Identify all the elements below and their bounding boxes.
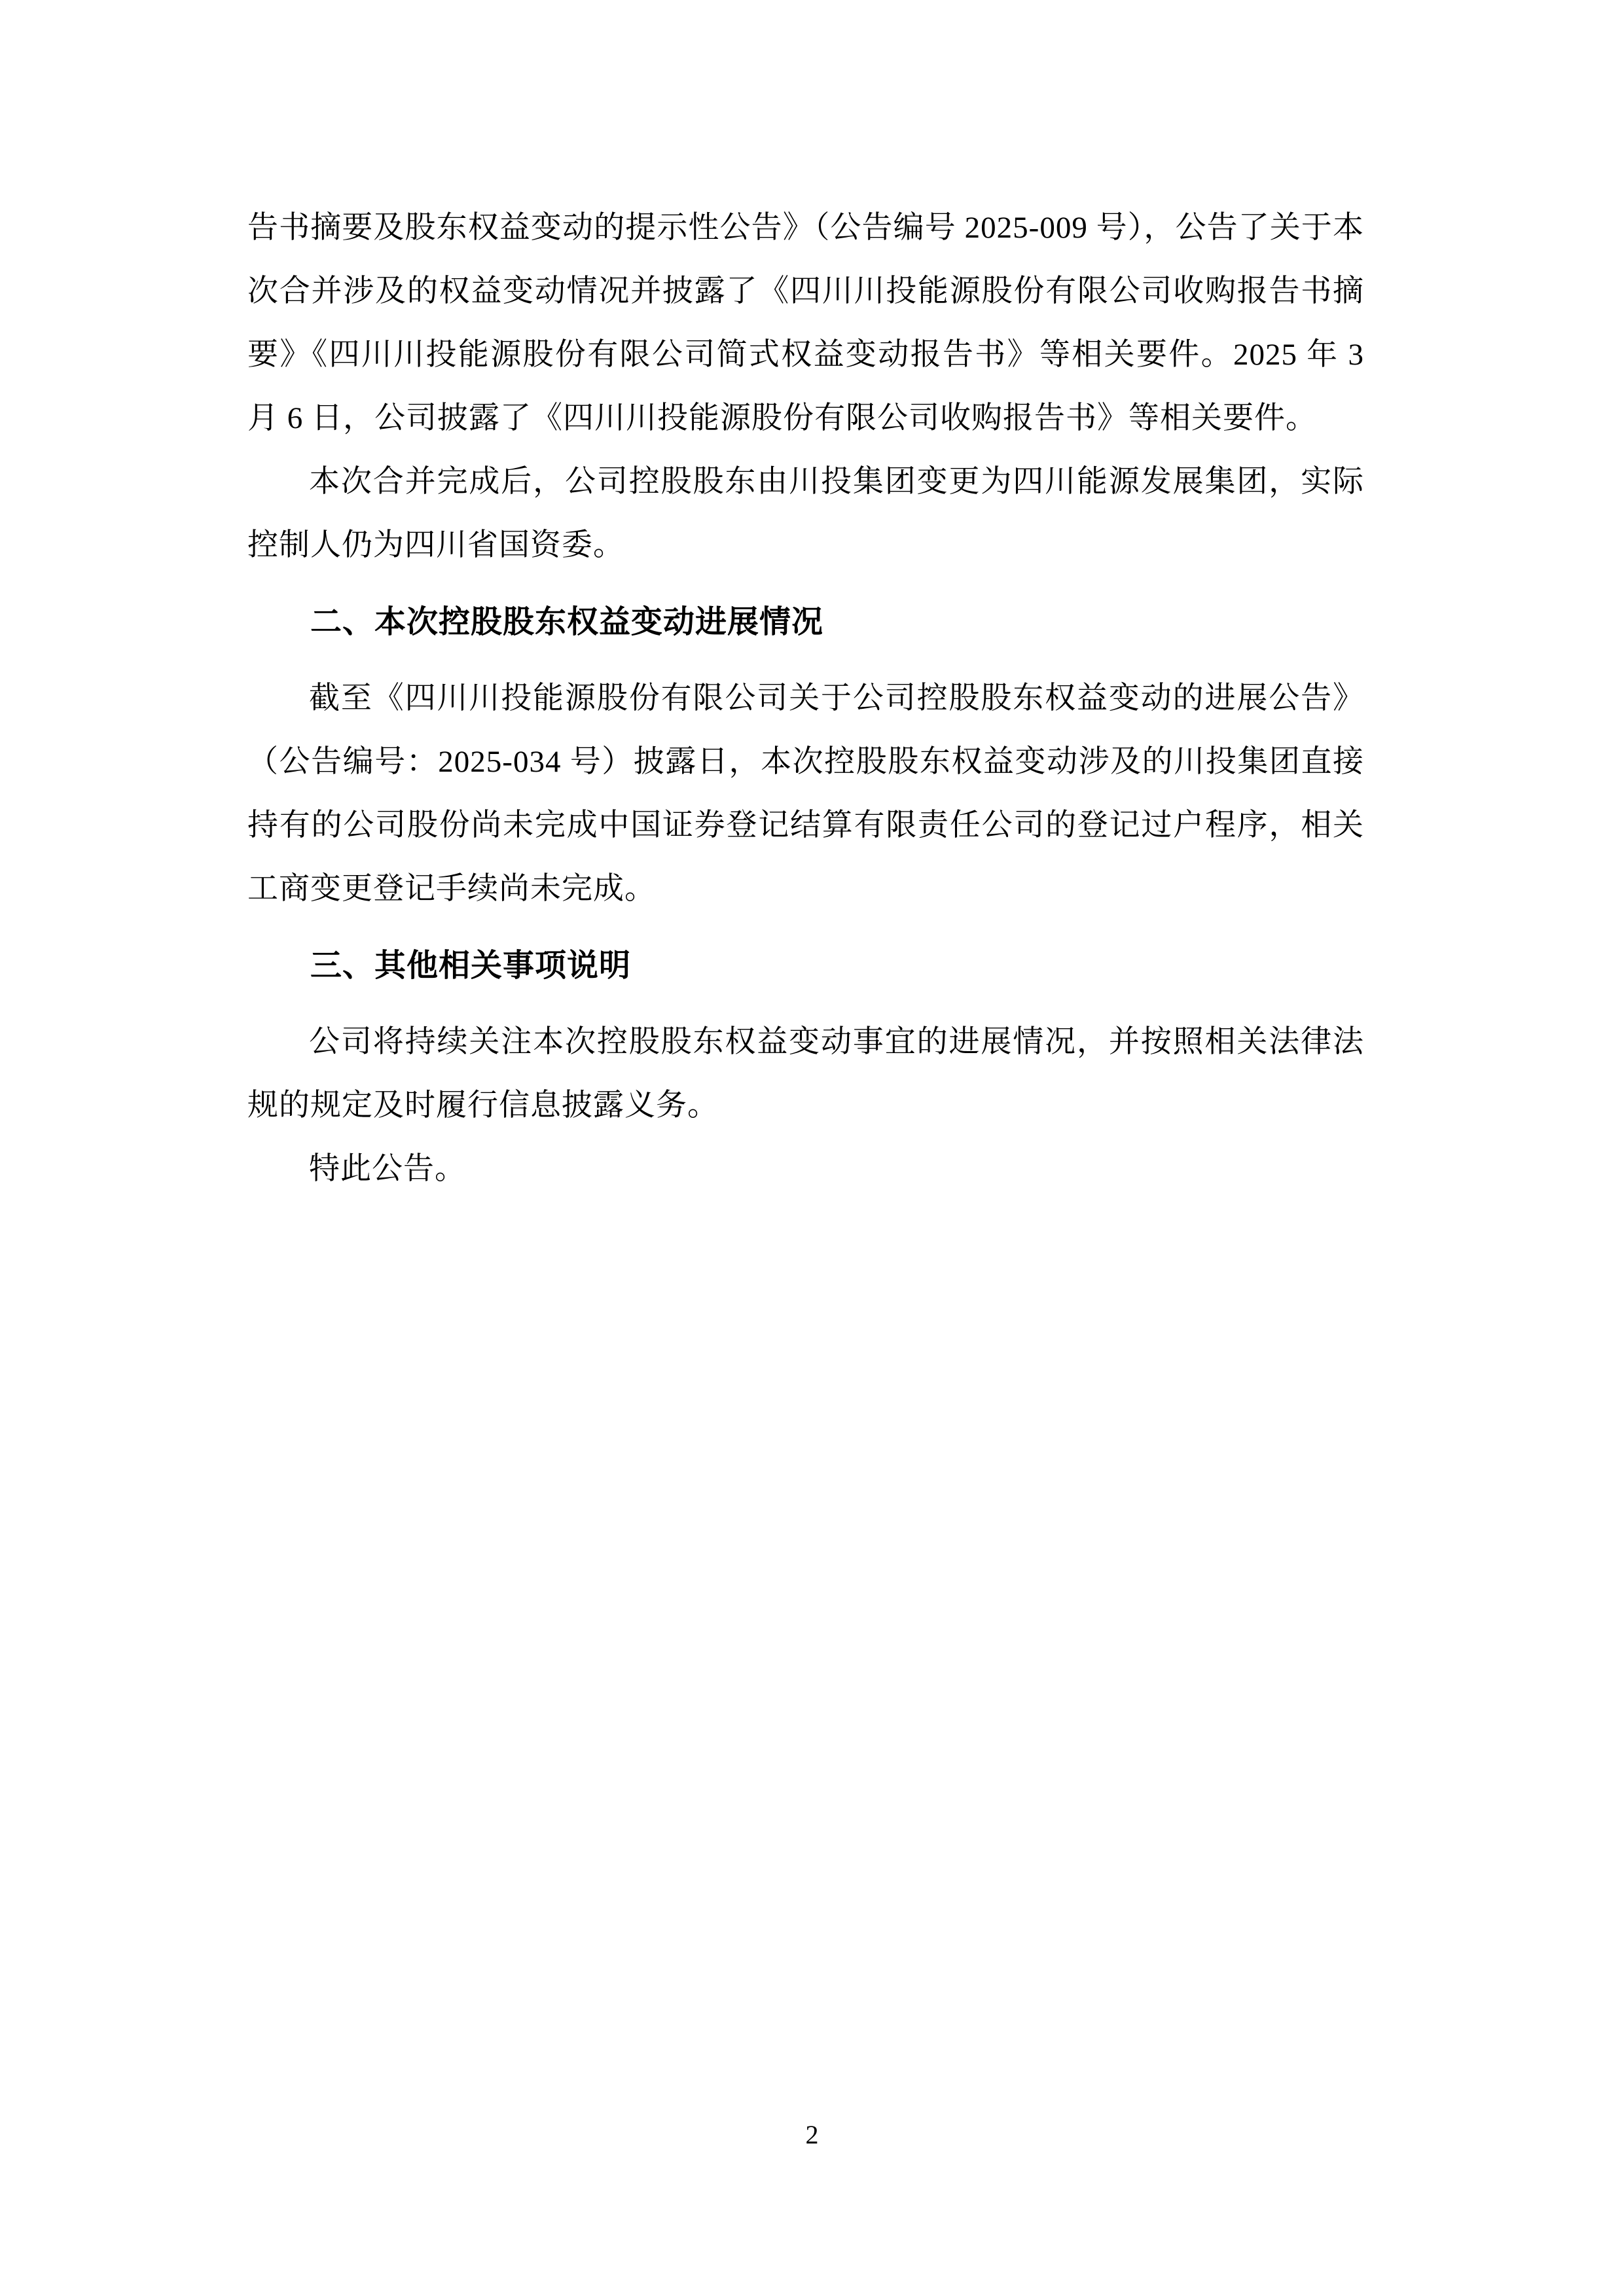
paragraph: 本次合并完成后，公司控股股东由川投集团变更为四川能源发展集团，实际控制人仍为四川省国资委。	[247, 465, 1364, 562]
document-body	[247, 196, 1364, 1201]
paragraph: 公司将持续关注本次控股股东权益变动事宜的进展情况，并按照相关法律法规的规定及时履行信息披露义务。	[247, 1025, 1364, 1122]
paragraph-continuation: 告书摘要及股东权益变动的提示性公告》（公告编号 2025-009 号），公告了关于本次合并涉及的权益变动情况并披露了《四川川投能源股份有限公司收购报告书摘要》《四川川投能源股份有限公司简式权益变动报告书》等相关要件。2025 年 3 月 6 日，公司披露了《四川川投能源股份有限公司收购报告书》等相关要件。	[247, 211, 1364, 435]
page-number: 2	[805, 2120, 819, 2149]
paragraph: 截至《四川川投能源股份有限公司关于公司控股股东权益变动的进展公告》（公告编号：2025-034 号）披露日，本次控股股东权益变动涉及的川投集团直接持有的公司股份尚未完成中国证券登记结算有限责任公司的登记过户程序，相关工商变更登记手续尚未完成。	[247, 681, 1364, 906]
section-heading-3: 三、其他相关事项说明	[310, 948, 632, 983]
section-heading-2: 二、本次控股股东权益变动进展情况	[310, 605, 824, 639]
paragraph-closing: 特此公告。	[309, 1152, 466, 1186]
